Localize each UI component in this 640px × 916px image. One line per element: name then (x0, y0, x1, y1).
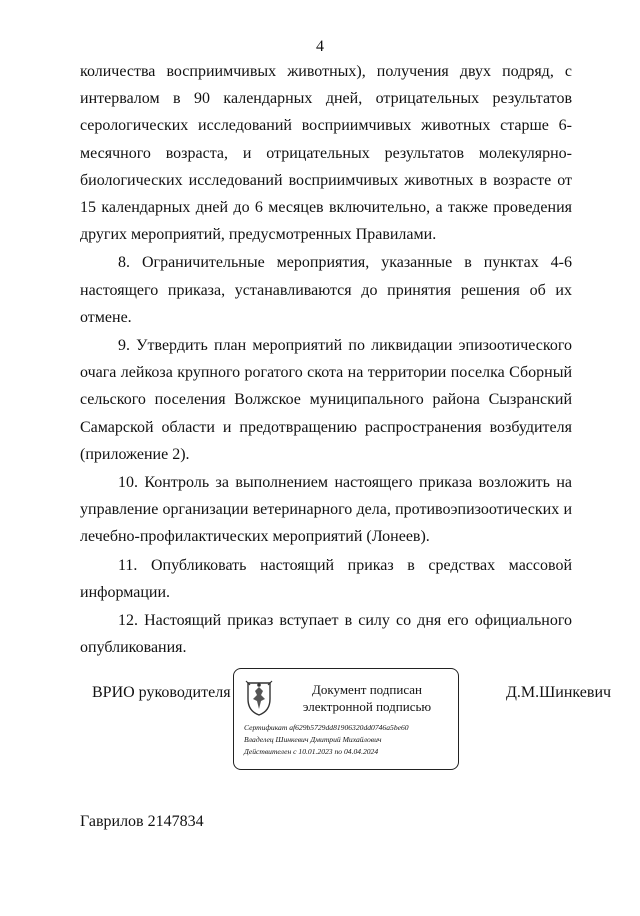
document-body (80, 58, 572, 661)
signer-role: ВРИО руководителя (92, 684, 231, 701)
paragraph-item-9: 9. Утвердить план мероприятий по ликвидации эпизоотического очага лейкоза крупного рогатого скота на территории поселка Сборный сельского поселения Волжское муниципального района Сызранский Самарской области и предотвращению распространения возбудителя (приложение 2). (80, 337, 572, 463)
paragraph-item-8: 8. Ограничительные мероприятия, указанные в пунктах 4-6 настоящего приказа, устанавливаются до принятия решения об их отмене. (80, 254, 572, 326)
electronic-signature-stamp (233, 668, 459, 770)
stamp-title-line2: электронной подписью (302, 699, 432, 714)
stamp-certificate: Сертификат af629b5729dd81906320dd0746a5be60 (244, 723, 409, 732)
paragraph-item-10: 10. Контроль за выполнением настоящего приказа возложить на управление организации ветеринарного дела, противоэпизоотических и лечебно-профилактических мероприятий (Лонеев). (80, 474, 572, 546)
stamp-validity: Действителен с 10.01.2023 по 04.04.2024 (244, 747, 379, 756)
coat-of-arms-icon (244, 679, 274, 717)
page-number: 4 (316, 38, 324, 55)
stamp-owner: Владелец Шинкевич Дмитрий Михайлович (244, 735, 382, 744)
paragraph-item-11: 11. Опубликовать настоящий приказ в средствах массовой информации. (80, 556, 572, 601)
signer-name: Д.М.Шинкевич (506, 684, 612, 701)
paragraph-continuation: количества восприимчивых животных), получения двух подряд, с интервалом в 90 календарных дней, отрицательных результатов серологических исследований восприимчивых животных старше 6-месячного возраста, и отрицательных результатов молекулярно-биологических исследований восприимчивых животных в возрасте от 15 календарных дней до 6 месяцев включительно, а также проведения других мероприятий, предусмотренных Правилами. (80, 63, 572, 244)
stamp-title-line1: Документ подписан (312, 682, 422, 697)
stamp-details (244, 722, 450, 758)
stamp-title (282, 681, 452, 715)
executor-info: Гаврилов 2147834 (80, 813, 204, 830)
paragraph-item-12: 12. Настоящий приказ вступает в силу со дня его официального опубликования. (80, 612, 572, 657)
